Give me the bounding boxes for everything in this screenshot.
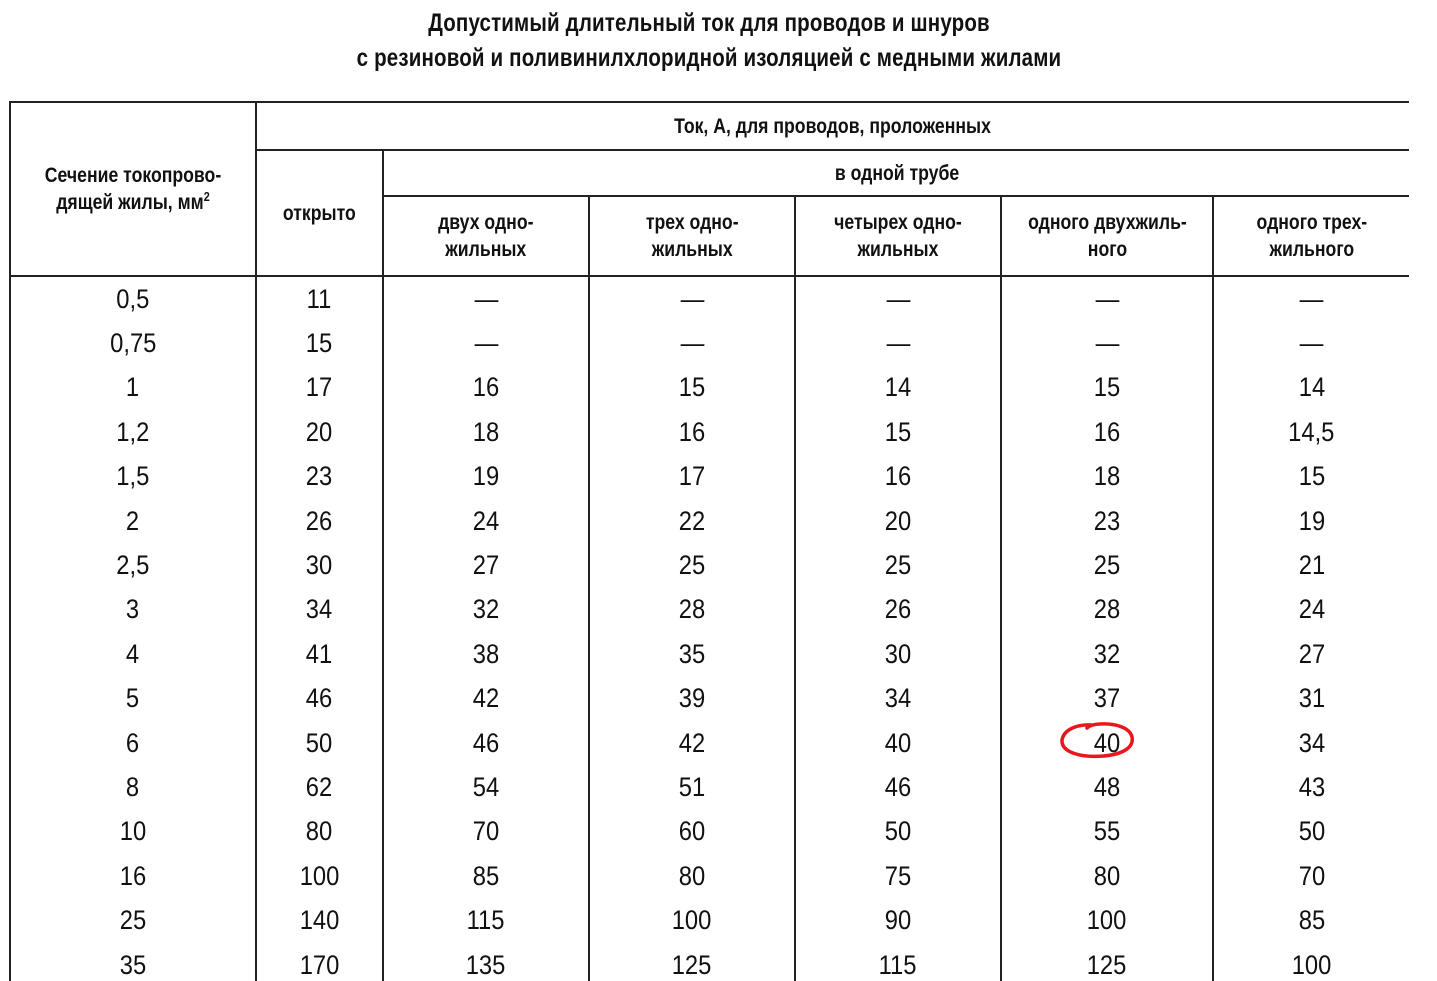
cell-pipe-four-single: — (795, 321, 1001, 365)
cell-pipe-three-single: 16 (589, 410, 795, 454)
title-line-2: с резиновой и поливинилхлоридной изоляцией с медными жилами (356, 44, 1062, 72)
cell-pipe-three-single: 60 (589, 810, 795, 854)
cell-pipe-three-single: 39 (589, 677, 795, 721)
cell-pipe-four-single: 26 (795, 588, 1001, 632)
cell-pipe-two-single: 38 (383, 632, 589, 676)
cell-cross-section: 10 (10, 810, 256, 854)
cell-pipe-one-threecore: 14,5 (1213, 410, 1409, 454)
cell-open: 17 (256, 366, 383, 410)
cell-pipe-two-single: 85 (383, 854, 589, 898)
cell-pipe-one-twocore: 25 (1001, 543, 1213, 587)
cell-pipe-one-twocore: 15 (1001, 366, 1213, 410)
cell-open: 50 (256, 721, 383, 765)
cell-pipe-one-threecore: 27 (1213, 632, 1409, 676)
cell-pipe-four-single: 50 (795, 810, 1001, 854)
cell-pipe-one-twocore: 28 (1001, 588, 1213, 632)
header-pipe-col-2: трех одно- жильных (589, 196, 795, 276)
cell-pipe-four-single: 16 (795, 455, 1001, 499)
cell-cross-section: 2 (10, 499, 256, 543)
table-row (10, 366, 1409, 410)
cell-pipe-two-single: 16 (383, 366, 589, 410)
cell-cross-section: 0,75 (10, 321, 256, 365)
cell-pipe-one-twocore: — (1001, 321, 1213, 365)
cell-pipe-three-single: 22 (589, 499, 795, 543)
table-row (10, 632, 1409, 676)
cell-pipe-one-threecore: 70 (1213, 854, 1409, 898)
header-in-pipe: в одной трубе (383, 150, 1409, 196)
cell-pipe-one-threecore: 14 (1213, 366, 1409, 410)
cell-pipe-one-threecore: 21 (1213, 543, 1409, 587)
table-row (10, 721, 1409, 765)
header-current: Ток, А, для проводов, проложенных (256, 102, 1409, 150)
cell-pipe-three-single: 125 (589, 943, 795, 981)
cell-pipe-four-single: 15 (795, 410, 1001, 454)
cell-pipe-one-threecore: 19 (1213, 499, 1409, 543)
cell-pipe-one-twocore: 55 (1001, 810, 1213, 854)
cell-pipe-three-single: 28 (589, 588, 795, 632)
header-open: открыто (256, 150, 383, 276)
cell-open: 23 (256, 455, 383, 499)
cell-pipe-one-threecore: 43 (1213, 765, 1409, 809)
cell-pipe-one-twocore (1001, 721, 1213, 765)
cell-pipe-two-single: 115 (383, 898, 589, 942)
cell-pipe-one-threecore: 100 (1213, 943, 1409, 981)
cell-pipe-three-single: 25 (589, 543, 795, 587)
cell-pipe-two-single: 54 (383, 765, 589, 809)
cell-open: 34 (256, 588, 383, 632)
cell-cross-section: 35 (10, 943, 256, 981)
cell-pipe-one-twocore: 125 (1001, 943, 1213, 981)
header-cross-section (10, 102, 256, 276)
cell-pipe-one-twocore: 23 (1001, 499, 1213, 543)
cell-pipe-two-single: 18 (383, 410, 589, 454)
cell-pipe-three-single: 17 (589, 455, 795, 499)
cell-pipe-four-single: 30 (795, 632, 1001, 676)
table-header (10, 102, 1409, 276)
cell-open: 46 (256, 677, 383, 721)
table-row (10, 410, 1409, 454)
cell-cross-section: 16 (10, 854, 256, 898)
cell-pipe-one-threecore: 50 (1213, 810, 1409, 854)
header-cross-section-sup: 2 (203, 189, 210, 204)
cell-pipe-one-twocore: 48 (1001, 765, 1213, 809)
cell-pipe-one-twocore: — (1001, 276, 1213, 321)
cell-cross-section: 4 (10, 632, 256, 676)
header-cross-section-line1: Сечение токопрово- (44, 164, 222, 187)
cell-pipe-one-twocore: 16 (1001, 410, 1213, 454)
table-row (10, 810, 1409, 854)
cell-open: 41 (256, 632, 383, 676)
cell-open: 140 (256, 898, 383, 942)
cell-pipe-one-threecore: 15 (1213, 455, 1409, 499)
cell-pipe-one-threecore: — (1213, 321, 1409, 365)
cell-cross-section: 5 (10, 677, 256, 721)
cell-cross-section: 8 (10, 765, 256, 809)
cell-open: 80 (256, 810, 383, 854)
cell-open: 62 (256, 765, 383, 809)
cell-pipe-four-single: 40 (795, 721, 1001, 765)
cell-pipe-one-twocore: 80 (1001, 854, 1213, 898)
cell-pipe-three-single: 100 (589, 898, 795, 942)
cell-open: 100 (256, 854, 383, 898)
cell-pipe-four-single: 75 (795, 854, 1001, 898)
cell-cross-section: 1,5 (10, 455, 256, 499)
table-row (10, 499, 1409, 543)
cell-open: 15 (256, 321, 383, 365)
cell-pipe-four-single: 115 (795, 943, 1001, 981)
cell-pipe-one-twocore: 18 (1001, 455, 1213, 499)
cell-pipe-three-single: — (589, 321, 795, 365)
table-body (10, 276, 1409, 981)
cell-pipe-two-single: 70 (383, 810, 589, 854)
table-row (10, 455, 1409, 499)
highlighted-value: 40 (1092, 728, 1122, 759)
table-row (10, 765, 1409, 809)
cell-open: 30 (256, 543, 383, 587)
table-row (10, 943, 1409, 981)
table-row (10, 543, 1409, 587)
cell-pipe-two-single: 135 (383, 943, 589, 981)
cell-cross-section: 1,2 (10, 410, 256, 454)
cell-pipe-one-threecore: 34 (1213, 721, 1409, 765)
table-row (10, 588, 1409, 632)
cell-pipe-four-single: 20 (795, 499, 1001, 543)
table-container (9, 101, 1409, 981)
cell-pipe-three-single: 15 (589, 366, 795, 410)
cell-pipe-two-single: 24 (383, 499, 589, 543)
cell-pipe-four-single: 14 (795, 366, 1001, 410)
cell-pipe-three-single: 42 (589, 721, 795, 765)
cell-cross-section: 25 (10, 898, 256, 942)
cell-pipe-four-single: 25 (795, 543, 1001, 587)
cell-pipe-three-single: 51 (589, 765, 795, 809)
cell-pipe-two-single: — (383, 276, 589, 321)
table-row (10, 321, 1409, 365)
header-pipe-col-4: одного двухжиль- ного (1001, 196, 1213, 276)
cell-cross-section: 0,5 (10, 276, 256, 321)
cell-open: 26 (256, 499, 383, 543)
cell-pipe-two-single: — (383, 321, 589, 365)
cell-pipe-one-threecore: 85 (1213, 898, 1409, 942)
table-row (10, 677, 1409, 721)
cell-pipe-three-single: 80 (589, 854, 795, 898)
cell-cross-section: 1 (10, 366, 256, 410)
cell-pipe-three-single: 35 (589, 632, 795, 676)
cell-pipe-four-single: 34 (795, 677, 1001, 721)
cell-pipe-one-threecore: 24 (1213, 588, 1409, 632)
cell-pipe-one-twocore: 100 (1001, 898, 1213, 942)
cell-pipe-three-single: — (589, 276, 795, 321)
cell-pipe-one-threecore: 31 (1213, 677, 1409, 721)
cell-pipe-four-single: 46 (795, 765, 1001, 809)
cell-open: 11 (256, 276, 383, 321)
cell-open: 170 (256, 943, 383, 981)
cell-pipe-two-single: 32 (383, 588, 589, 632)
cell-cross-section: 3 (10, 588, 256, 632)
table-title (128, 6, 1291, 76)
table-row (10, 276, 1409, 321)
cell-pipe-one-twocore: 37 (1001, 677, 1213, 721)
header-pipe-col-1: двух одно- жильных (383, 196, 589, 276)
cell-pipe-two-single: 27 (383, 543, 589, 587)
header-pipe-col-5: одного трех- жильного (1213, 196, 1409, 276)
cell-open: 20 (256, 410, 383, 454)
header-cross-section-line2: дящей жилы, мм (56, 191, 204, 214)
ampacity-table (9, 101, 1409, 981)
cell-cross-section: 2,5 (10, 543, 256, 587)
cell-pipe-two-single: 19 (383, 455, 589, 499)
cell-pipe-four-single: 90 (795, 898, 1001, 942)
cell-pipe-one-twocore: 32 (1001, 632, 1213, 676)
header-pipe-col-3: четырех одно- жильных (795, 196, 1001, 276)
table-row (10, 898, 1409, 942)
cell-pipe-two-single: 46 (383, 721, 589, 765)
cell-cross-section: 6 (10, 721, 256, 765)
cell-pipe-four-single: — (795, 276, 1001, 321)
cell-pipe-two-single: 42 (383, 677, 589, 721)
title-line-1: Допустимый длительный ток для проводов и шнуров (428, 9, 990, 37)
table-row (10, 854, 1409, 898)
cell-pipe-one-threecore: — (1213, 276, 1409, 321)
